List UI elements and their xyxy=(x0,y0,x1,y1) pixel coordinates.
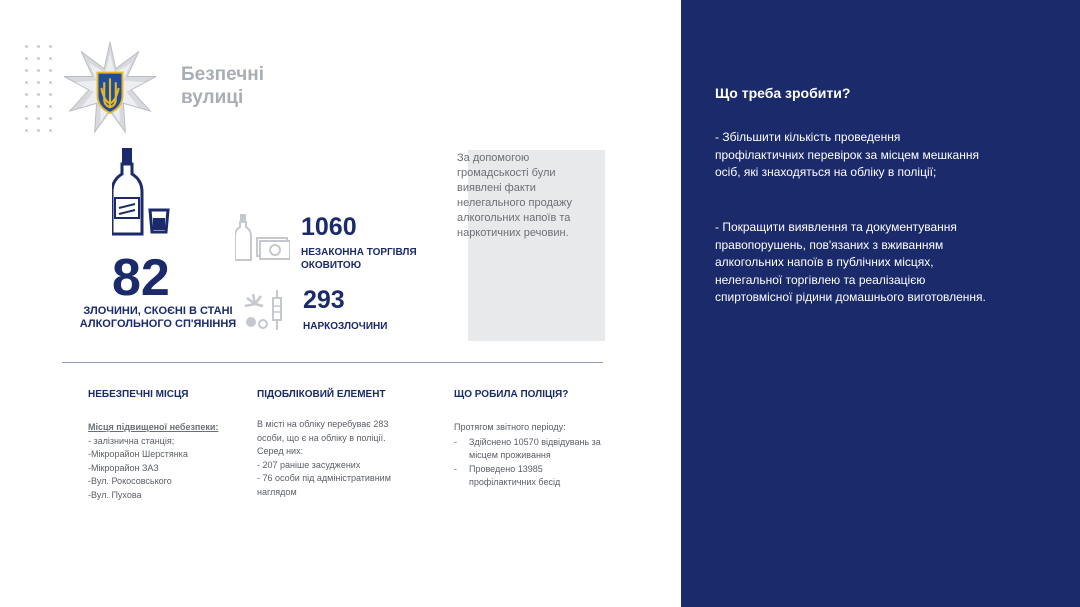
decorative-dots xyxy=(25,45,55,133)
text-line: Серед них: xyxy=(257,446,304,456)
brand-line-1: Безпечні xyxy=(181,64,265,85)
note-text: За допомогою громадськості були виявлені факти нелегального продажу алкогольних напоїв та наркотичних речовин. xyxy=(457,152,573,239)
text-line: наглядом xyxy=(257,486,297,497)
dangerous-places-subheading: Місця підвищеної небезпеки: xyxy=(88,422,219,432)
divider xyxy=(62,362,603,363)
registered-heading: ПІДОБЛІКОВИЙ ЕЛЕМЕНТ xyxy=(257,389,386,400)
crimes-drunk-caption: ЗЛОЧИНИ, СКОЄНІ В СТАНІ АЛКОГОЛЬНОГО СП'ЯНІННЯ xyxy=(79,305,237,330)
list-item-line: - Здійснено 10570 відвідувань за xyxy=(469,436,601,447)
police-actions-text xyxy=(454,421,634,490)
drugs-syringe-icon xyxy=(243,290,291,332)
illegal-trade-caption xyxy=(301,246,417,272)
illegal-trade-caption-line-2: ОКОВИТОЮ xyxy=(301,260,362,271)
list-item: -Мікрорайон ЗАЗ xyxy=(88,462,159,473)
illegal-trade-caption-line-1: НЕЗАКОННА ТОРГІВЛЯ xyxy=(301,247,417,258)
brand-title xyxy=(181,63,264,109)
todo-title: Що треба зробити? xyxy=(715,85,851,101)
list-item-line: місцем проживання xyxy=(469,450,551,460)
text-line: - 207 раніше засуджених xyxy=(257,459,361,470)
list-item-line: профілактичних бесід xyxy=(469,477,561,487)
todo-paragraph-1: - Збільшити кількість проведення профілактичних перевірок за місцем мешкання осіб, які знаходяться на обліку в поліції; xyxy=(715,130,979,179)
bottle-money-icon xyxy=(235,214,290,262)
list-item: -Вул. Пухова xyxy=(88,489,142,500)
illegal-trade-count: 1060 xyxy=(301,213,357,241)
list-item: -Мікрорайон Шерстянка xyxy=(88,449,188,459)
list-item xyxy=(454,436,634,463)
drug-crimes-count: 293 xyxy=(303,286,345,314)
police-star-icon xyxy=(62,40,158,136)
todo-paragraph-2: - Покращити виявлення та документування правопорушень, пов'язаних з вживанням алкогольних напоїв в публічних місцях, нелегальної торгівлею та реалізацією спиртовмісної рідини домашнього виготовлення. xyxy=(715,220,986,304)
drug-crimes-caption: НАРКОЗЛОЧИНИ xyxy=(303,321,388,332)
bottle-glass-icon xyxy=(112,148,170,238)
dangerous-places-heading: НЕБЕЗПЕЧНІ МІСЦЯ xyxy=(88,389,189,400)
police-actions-intro: Протягом звітного періоду: xyxy=(454,422,566,432)
list-item: -Вул. Рокосовського xyxy=(88,476,172,486)
registered-text xyxy=(257,418,432,499)
crimes-drunk-count: 82 xyxy=(112,249,170,307)
brand-line-2: вулиці xyxy=(181,87,244,108)
list-item xyxy=(454,463,634,490)
list-item: - залізнична станція; xyxy=(88,435,175,446)
text-line: В місті на обліку перебуває 283 xyxy=(257,419,389,429)
dangerous-places-list xyxy=(88,421,238,502)
police-actions-heading: ЩО РОБИЛА ПОЛІЦІЯ? xyxy=(454,389,569,400)
text-line: - 76 особи під адміністративним xyxy=(257,473,391,483)
list-item-line: - Проведено 13985 xyxy=(469,463,543,474)
text-line: особи, що є на обліку в поліції. xyxy=(257,432,386,443)
